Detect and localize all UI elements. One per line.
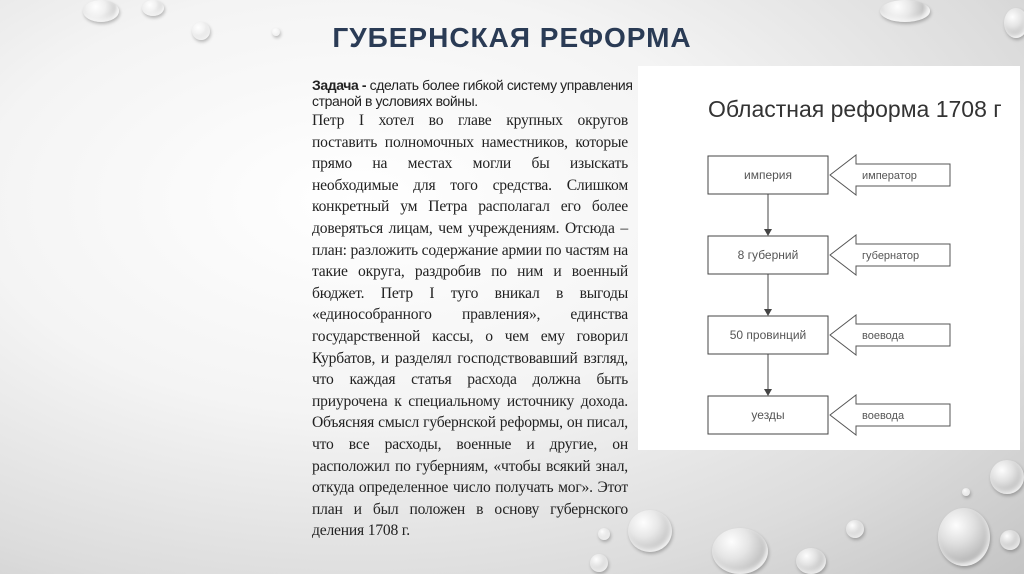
diagram-title: Областная реформа 1708 г [708,96,1002,122]
water-drop-decoration [962,488,970,496]
reform-diagram [638,66,1020,450]
authority-label: воевода [862,410,905,422]
task-statement [312,77,672,109]
water-drop-decoration [990,460,1024,494]
water-drop-decoration [83,0,119,22]
water-drop-decoration [796,548,826,574]
level-unit-label: 50 провинций [729,328,807,342]
level-unit-label: уезды [751,408,785,422]
water-drop-decoration [712,528,768,574]
body-paragraph: Петр I хотел во главе крупных округов поставить полномочных наместников, которые прямо на местах могли бы изыскать необходимые для того средства. Слишком конкретный ум Петра располагал его более доверяться лицам, чем учреждениям. Отсюда – план: разложить содержание армии по частям на такие округа, раздробив по ним и военный бюджет. Петр I туго вникал в выгоды «единособранного правления», единства государственной кассы, о чем ему говорил Курбатов, и разделял господствовавший взгляд, что каждая статья расхода должна быть приурочена к специальному источнику дохода. Объясняя смысл губернской реформы, он писал, что все расходы, военные и другие, он расположил по губерниям, «чтобы всякий знал, откуда определенное число получать мог». Этот план и был положен в основу губернского деления 1708 г. [312,112,628,540]
water-drop-decoration [1000,530,1020,550]
water-drop-decoration [142,0,164,16]
connector-arrowhead [764,389,772,396]
water-drop-decoration [846,520,864,538]
authority-label: император [862,170,917,182]
connector-arrowhead [764,229,772,236]
task-text: сделать более гибкой систему управления страной в условиях войны. [312,77,633,109]
reform-diagram-panel [638,66,1020,450]
slide-title: ГУБЕРНСКАЯ РЕФОРМА [332,22,692,53]
level-unit-label: 8 губерний [737,248,799,262]
level-unit-label: империя [744,168,792,182]
connector-arrowhead [764,309,772,316]
water-drop-decoration [628,510,672,552]
authority-label: губернатор [862,250,920,262]
water-drop-decoration [938,508,990,566]
water-drop-decoration [590,554,608,572]
task-label: Задача - [312,77,367,93]
water-drop-decoration [880,0,930,22]
authority-label: воевода [862,330,905,342]
